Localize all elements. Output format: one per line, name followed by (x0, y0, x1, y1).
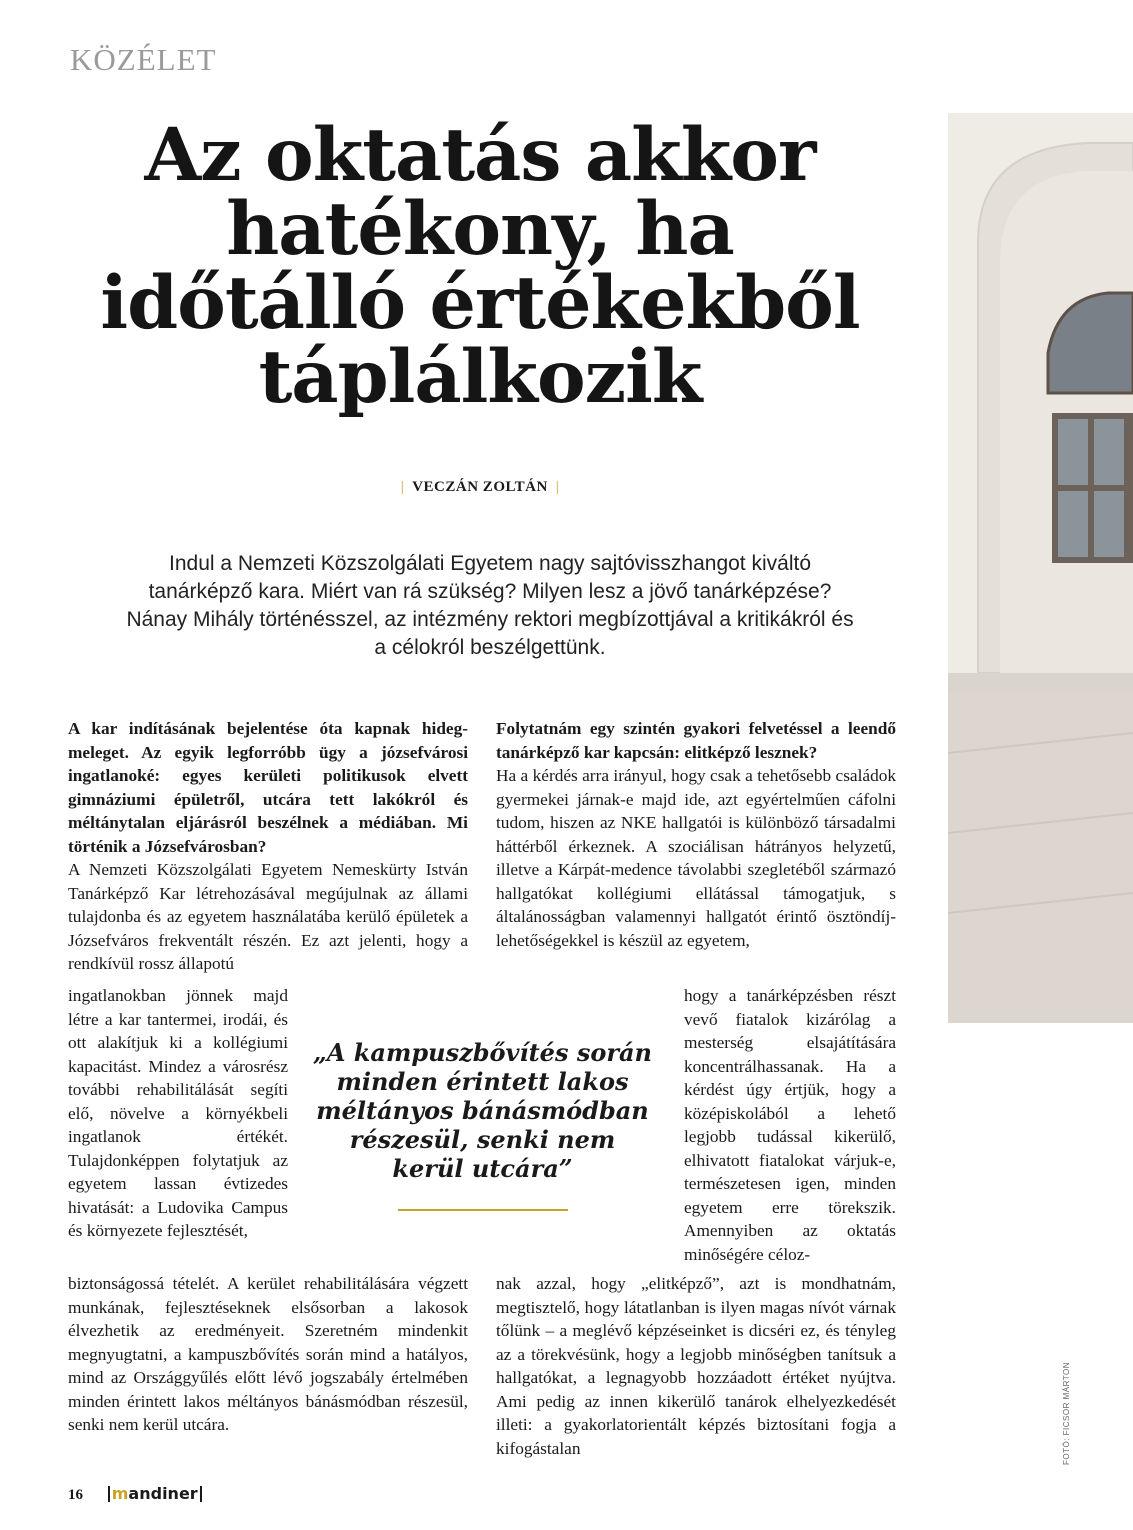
right-column-bottom (496, 1272, 896, 1460)
answer-1-part-3: biztonságossá tételét. A kerület rehabilitálására végzett munkának, fejlesztéseknek elsősorban a lakosok élvezhetik az eredményeit. Szeretném mindenkit megnyugtatni, a kampuszbővítés során mind a hatályos, mind az Országgyűlés előtt lévő jogszabály értelmében minden érintett lakos méltányos bánásmódban részesül, senki nem kerül utcára. (68, 1274, 468, 1434)
section-label: KÖZÉLET (70, 42, 217, 77)
answer-1-part-2: ingatlanokban jönnek majd létre a kar tantermei, irodái, és ott alakítjuk ki a kollégiumi kapacitást. Mindez a városrész további rehabilitálását segíti elő, növelve a környékbeli ingatlanok értékét. Tulajdonképpen folytatjuk az egyetem lassan évtizedes hivatását: a Ludovika Campus és környezete fejlesztését, (68, 986, 288, 1240)
left-column-top (68, 717, 468, 976)
byline-bar-right: | (555, 479, 560, 495)
answer-2-part-1: Ha a kérdés arra irányul, hogy csak a tehetősebb családok gyermekei járnak-e majd ide, azt egyértelműen cáfolni tudom, hiszen az NKE hallgatói is különböző társadalmi háttérből érkeznek. A szociálisan hátrányos helyzetű, illetve a Kárpát-medence távolabbi szegletéből származó hallgatókat kollégiumi ellátással támogatjuk, s általánosságban valamennyi hallgatót érintő ösztöndíj-lehetőségekkel is készül az egyetem, (496, 766, 896, 950)
interview-question-2: Folytatnám egy szintén gyakori felvetéssel a leendő tanárképző kar kapcsán: elitképző lesznek? (496, 719, 896, 762)
right-column-top (496, 717, 896, 952)
byline (300, 479, 660, 496)
page-footer (68, 1486, 202, 1504)
building-photo (948, 113, 1133, 1023)
logo-letter-m: m (111, 1484, 129, 1503)
answer-1-part-1: A Nemzeti Közszolgálati Egyetem Nemeskürty István Tanárképző Kar létrehozásával megújulnak az állami tulajdonba és az egyetem használatába kerülő épületek a Józsefváros frekventált részén. Ez azt jelenti, hogy a rendkívül rossz állapotú (68, 860, 468, 973)
interview-question-1: A kar indításának bejelentése óta kapnak hideg-meleget. Az egyik legforróbb ügy a józsefvárosi ingatlanoké: egyes kerületi politikusok elvett gimnáziumi épületről, utcára tett lakókról és méltánytalan eljárásról beszélnek a médiában. Mi történik a Józsefvárosban? (68, 719, 468, 856)
byline-bar-left: | (400, 479, 405, 495)
page-number: 16 (68, 1487, 83, 1503)
left-column-bottom (68, 1272, 468, 1437)
right-column-wrap (684, 984, 896, 1266)
pull-quote: „A kampuszbővítés során minden érintett lakos méltányos bánásmódban részesül, senki nem kerül utcára” (313, 1038, 652, 1183)
building-illustration (948, 113, 1133, 1023)
left-column-wrap (68, 984, 288, 1243)
author-name: VECZÁN ZOLTÁN (412, 479, 548, 495)
pull-quote-rule (398, 1209, 568, 1211)
photo-credit: FOTÓ: FICSOR MÁRTON (1062, 1362, 1071, 1465)
answer-2-part-2: hogy a tanárképzésben részt vevő fiatalok kizárólag a mesterség elsajátítására koncentrálhassanak. Ha a kérdést úgy értjük, hogy a középiskolából a lehető legjobb tudással kikerülő, elhivatott fiatalokat várjuk-e, természetesen igen, minden egyetem erre törekszik. Amennyiben az oktatás minőségére céloz- (684, 986, 896, 1264)
answer-2-part-3: nak azzal, hogy „elitképző”, azt is mondhatnám, megtisztelő, hogy látatlanban is ilyen magas nívót várnak tőlünk – a meglévő képzéseinket is dicséri ez, és tényleg az a törekvésünk, hogy a legjobb minőségben tanítsuk a hallgatókat, a legnagyobb hozzáadott értéket nyújtva. Ami pedig az innen kikerülő tanárok elhelyezkedését illeti: a gyakorlatorientált képzés biztosítani fogja a kifogástalan (496, 1274, 896, 1458)
headline: Az oktatás akkor hatékony, ha időtálló értékekből táplálkozik (100, 112, 860, 420)
magazine-logo (108, 1486, 202, 1502)
lead-paragraph: Indul a Nemzeti Közszolgálati Egyetem nagy sajtóvisszhangot kiváltó tanárképző kara. Miért van rá szükség? Milyen lesz a jövő tanárképzése? Nánay Mihály történésszel, az intézmény rektori megbízottjával a kritikákról és a célokról beszélgettünk. (126, 552, 854, 659)
logo-text: andiner (128, 1484, 198, 1503)
